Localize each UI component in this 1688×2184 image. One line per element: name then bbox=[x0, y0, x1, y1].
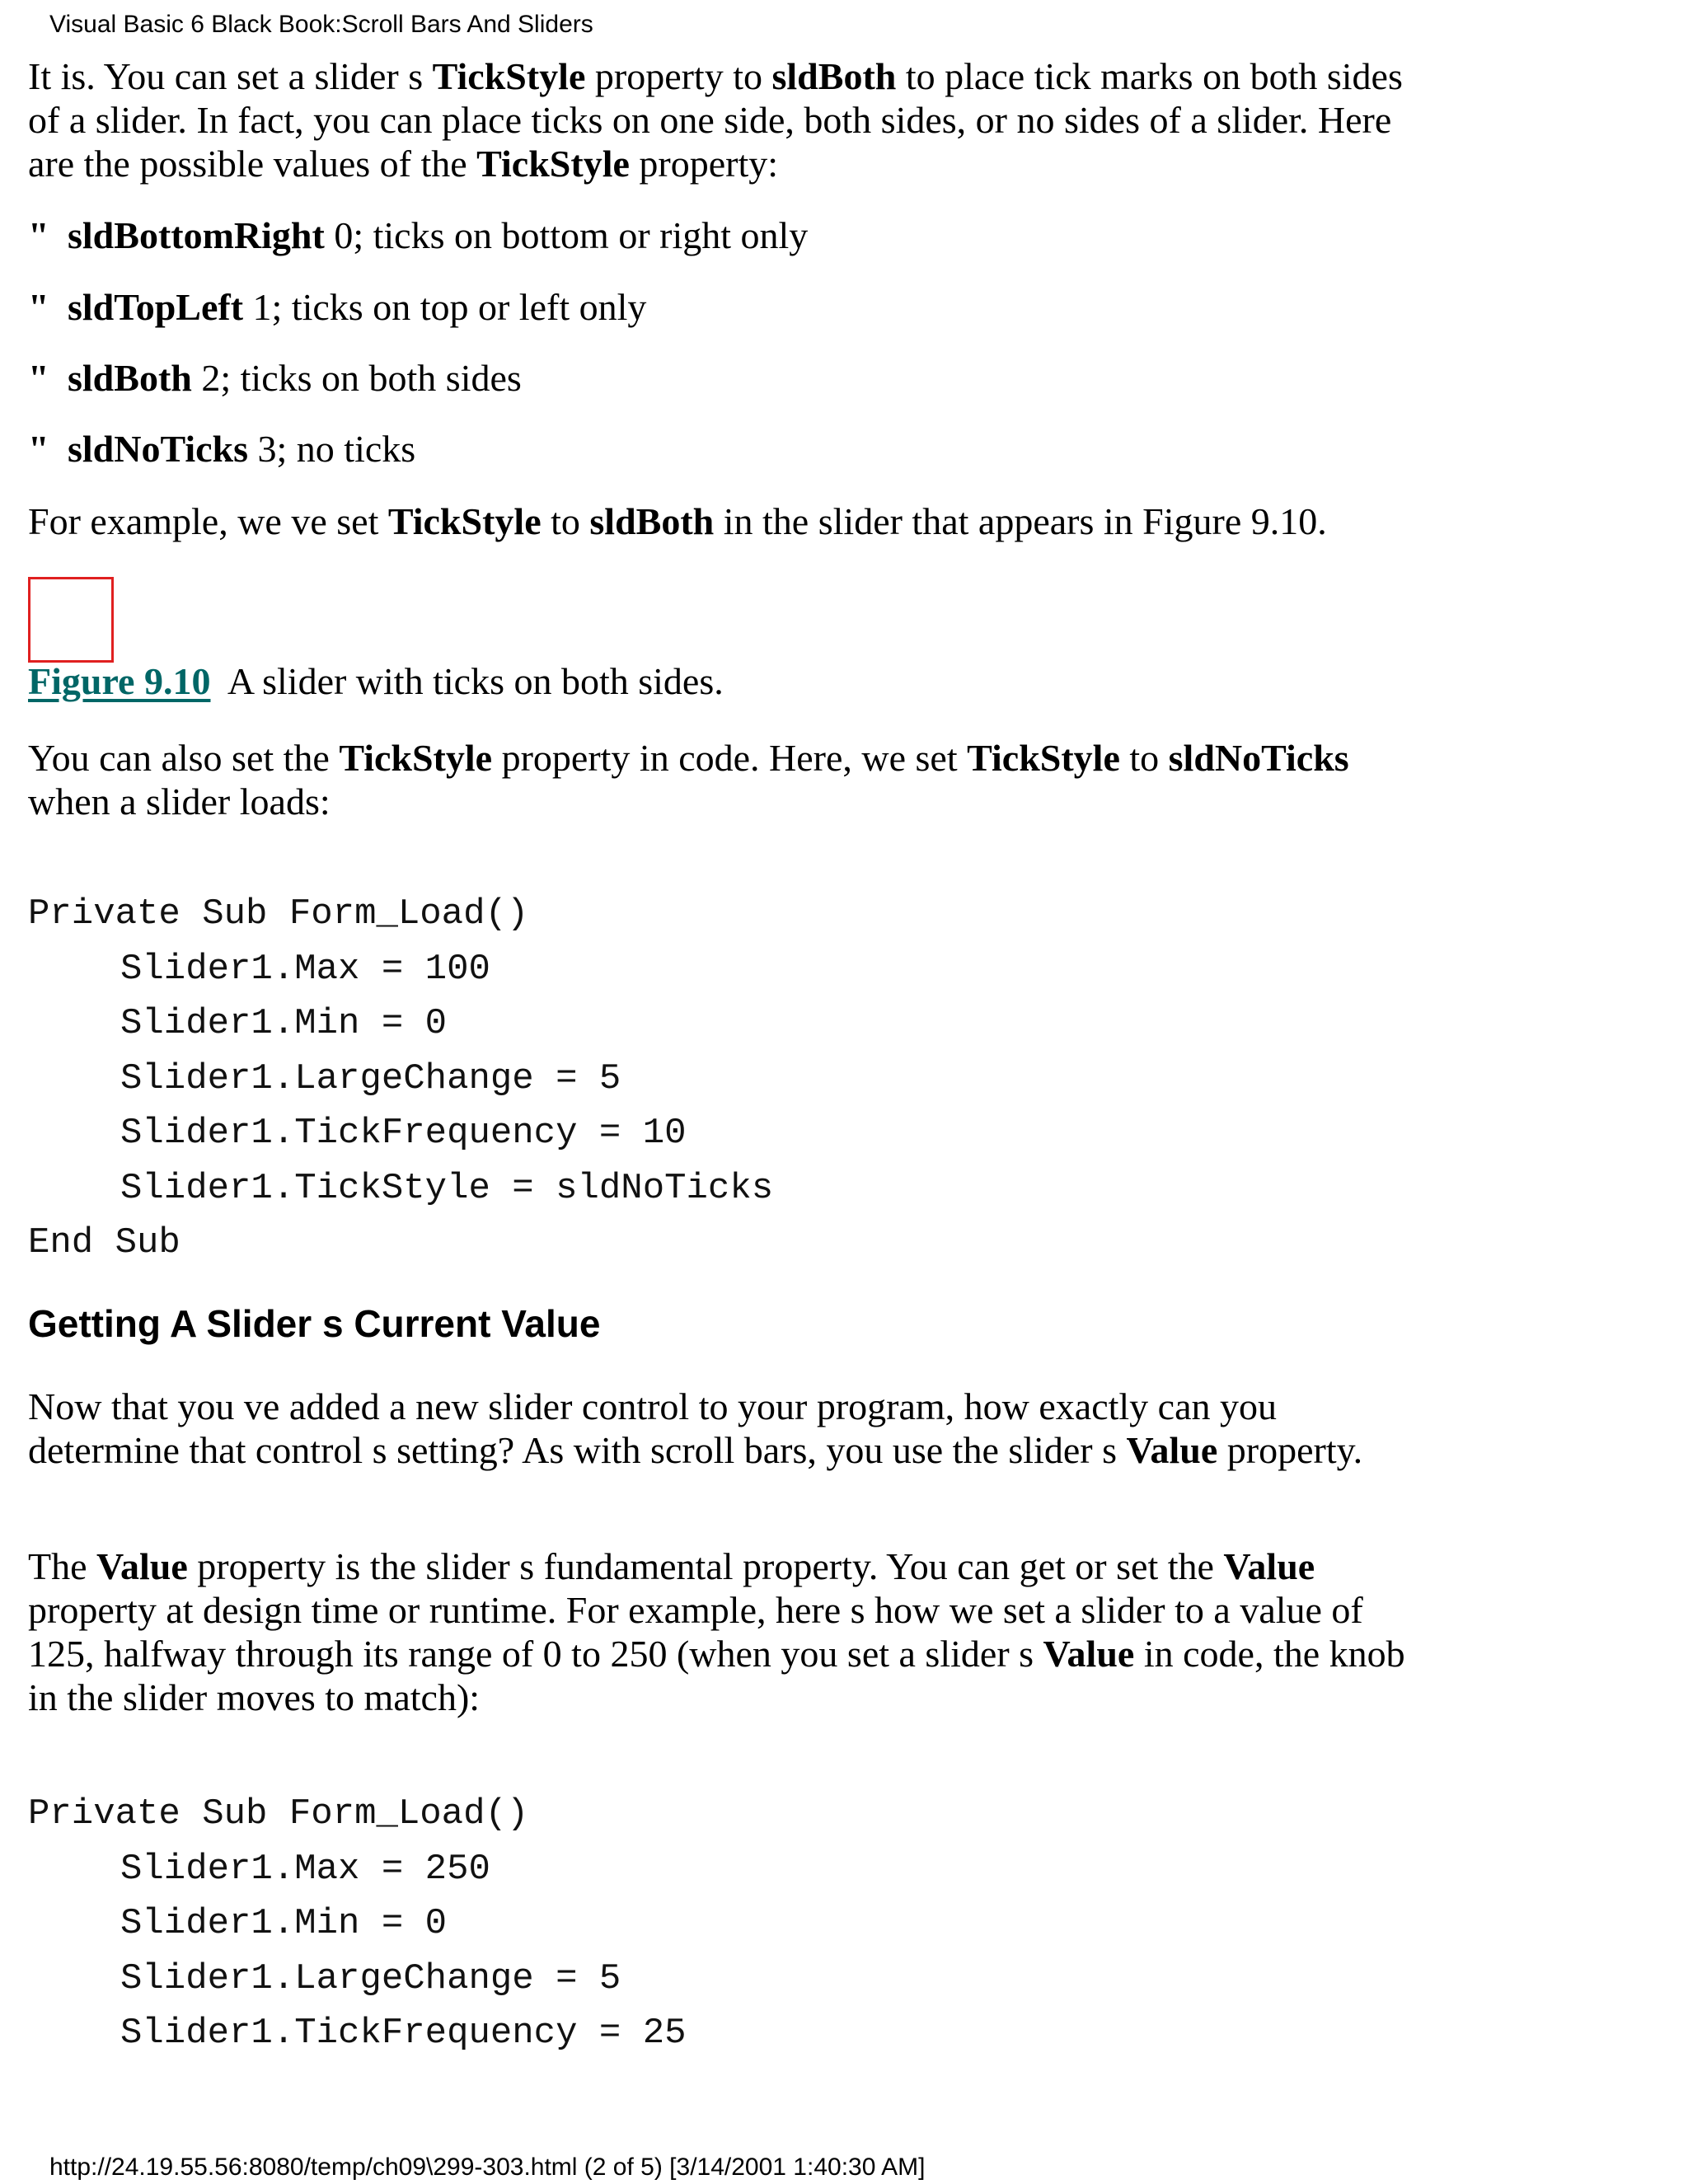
code-line: Slider1.LargeChange = 5 bbox=[120, 1057, 621, 1099]
text: property at design time or runtime. For example, here s how we set a slider to a value of 125, halfway through its range of 0 to 250 (when you set a slider s bbox=[28, 1589, 1363, 1675]
text: It is. You can set a slider s bbox=[28, 55, 433, 97]
bold-term: TickStyle bbox=[476, 143, 630, 185]
list-item bbox=[28, 213, 808, 257]
page-header: Visual Basic 6 Black Book:Scroll Bars And Sliders bbox=[49, 11, 593, 38]
bullet-mark: " bbox=[28, 357, 49, 399]
code-line: Slider1.Max = 250 bbox=[120, 1848, 490, 1890]
bullet-mark: " bbox=[28, 428, 49, 470]
code-line: Private Sub Form_Load() bbox=[28, 893, 529, 935]
bold-term: sldBoth bbox=[771, 55, 897, 97]
text: Now that you ve added a new slider control to your program, how exactly can you determine that control s setting? As with scroll bars, you use the slider s bbox=[28, 1385, 1278, 1471]
bold-term: sldBoth bbox=[589, 500, 715, 542]
text: when a slider loads: bbox=[28, 780, 331, 823]
page-footer-url: http://24.19.55.56:8080/temp/ch09\299-303.html (2 of 5) [3/14/2001 1:40:30 AM] bbox=[49, 2154, 926, 2181]
list-item-text: 2; ticks on both sides bbox=[191, 357, 522, 399]
text: You can also set the bbox=[28, 737, 340, 779]
bold-term: TickStyle bbox=[339, 737, 493, 779]
text: to bbox=[541, 500, 590, 542]
text: in code, the knob in the slider moves to match): bbox=[28, 1633, 1405, 1718]
bold-term: Value bbox=[1126, 1429, 1218, 1471]
bold-term: sldBottomRight bbox=[68, 214, 325, 256]
bold-term: sldNoTicks bbox=[1168, 737, 1349, 779]
code-line: Slider1.Min = 0 bbox=[120, 1903, 448, 1944]
text: property is the slider s fundamental property. You can get or set the bbox=[187, 1545, 1224, 1587]
bold-term: TickStyle bbox=[967, 737, 1120, 779]
text: property. bbox=[1217, 1429, 1363, 1471]
code-line: Slider1.Max = 100 bbox=[120, 948, 490, 990]
figure-caption-text: A slider with ticks on both sides. bbox=[210, 660, 724, 702]
code-line: End Sub bbox=[28, 1222, 181, 1263]
figure-caption bbox=[28, 659, 724, 703]
value-property-paragraph bbox=[28, 1544, 1429, 1719]
bold-term: sldNoTicks bbox=[68, 428, 249, 470]
text: to bbox=[1119, 737, 1169, 779]
code-line: Slider1.Min = 0 bbox=[120, 1003, 448, 1044]
list-item-text: 3; no ticks bbox=[248, 428, 416, 470]
text: property in code. Here, we set bbox=[492, 737, 968, 779]
figure-link[interactable]: Figure 9.10 bbox=[28, 660, 211, 702]
text: property: bbox=[629, 143, 779, 185]
list-item-text: 1; ticks on top or left only bbox=[243, 286, 647, 328]
intro-paragraph bbox=[28, 54, 1429, 185]
text: For example, we ve set bbox=[28, 500, 388, 542]
code-line: Slider1.TickFrequency = 25 bbox=[120, 2013, 687, 2054]
value-intro-paragraph bbox=[28, 1385, 1429, 1472]
list-item bbox=[28, 427, 415, 471]
bold-term: Value bbox=[1223, 1545, 1315, 1587]
bold-term: sldTopLeft bbox=[68, 286, 244, 328]
section-heading: Getting A Slider s Current Value bbox=[28, 1302, 601, 1345]
text: to place tick marks on both sides of a slider. In fact, you can place ticks on one side, both sides, or no sides of a slider. Here are the possible values of the bbox=[28, 55, 1403, 185]
bold-term: TickStyle bbox=[387, 500, 542, 542]
bullet-mark: " bbox=[28, 286, 49, 328]
bullet-mark: " bbox=[28, 214, 49, 256]
list-item bbox=[28, 356, 522, 400]
bold-term: Value bbox=[96, 1545, 188, 1587]
code-block-tickstyle bbox=[28, 887, 773, 1271]
list-item-text: 0; ticks on bottom or right only bbox=[324, 214, 809, 256]
text: The bbox=[28, 1545, 97, 1587]
list-item bbox=[28, 285, 646, 329]
code-intro-paragraph bbox=[28, 736, 1429, 823]
code-block-value bbox=[28, 1787, 687, 2061]
bold-term: sldBoth bbox=[68, 357, 192, 399]
code-line: Slider1.TickStyle = sldNoTicks bbox=[120, 1167, 774, 1209]
example-paragraph bbox=[28, 499, 1429, 543]
code-line: Private Sub Form_Load() bbox=[28, 1793, 529, 1835]
code-line: Slider1.TickFrequency = 10 bbox=[120, 1113, 687, 1154]
text: in the slider that appears in Figure 9.10. bbox=[714, 500, 1327, 542]
broken-image-placeholder bbox=[28, 577, 114, 663]
text: property to bbox=[585, 55, 772, 97]
bold-term: TickStyle bbox=[432, 55, 586, 97]
bold-term: Value bbox=[1043, 1633, 1135, 1675]
code-line: Slider1.LargeChange = 5 bbox=[120, 1957, 621, 1999]
